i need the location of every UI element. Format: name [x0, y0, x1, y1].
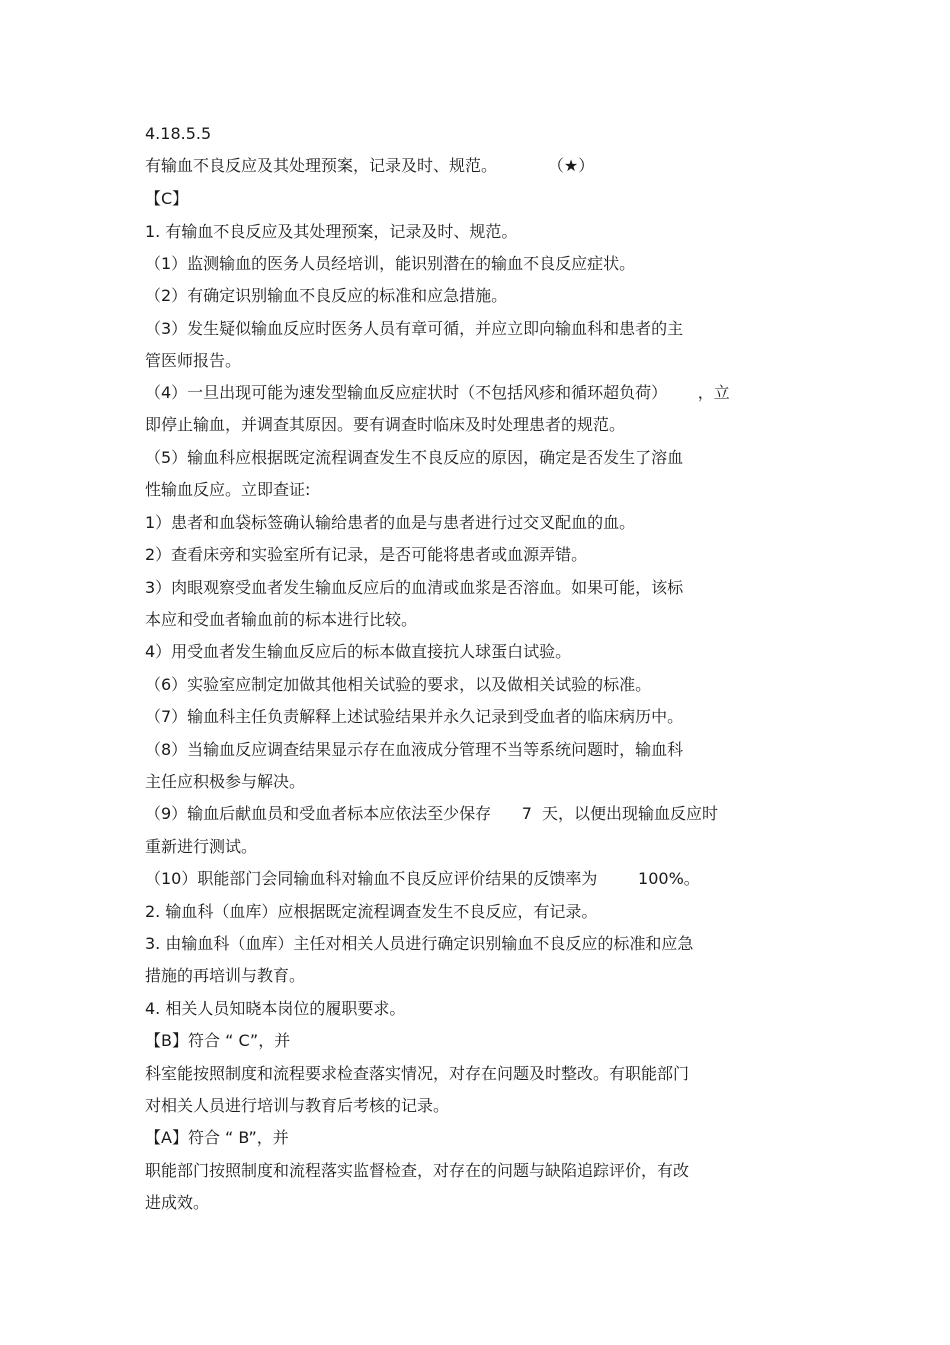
- text-line: 对相关人员进行培训与教育后考核的记录。: [145, 1096, 450, 1115]
- text-line: （7）输血科主任负责解释上述试验结果并永久记录到受血者的临床病历中。: [145, 707, 684, 726]
- section-number: 4.18.5.5: [145, 124, 212, 143]
- text-line: 1）患者和血袋标签确认输给患者的血是与患者进行过交叉配血的血。: [145, 513, 636, 532]
- text-line: （6）实验室应制定加做其他相关试验的要求，以及做相关试验的标准。: [145, 675, 652, 694]
- grade-b-heading: 【B】符合 “ C”，并: [145, 1031, 291, 1050]
- text-line: 4）用受血者发生输血反应后的标本做直接抗人球蛋白试验。: [145, 642, 572, 661]
- text-line: （3）发生疑似输血反应时医务人员有章可循，并应立即向输血科和患者的主: [145, 319, 684, 338]
- text-line: （9）输血后献血员和受血者标本应依法至少保存 7 天，以便出现输血反应时: [145, 804, 719, 823]
- text-line: 管医师报告。: [145, 351, 242, 370]
- text-line: 即停止输血，并调查其原因。要有调查时临床及时处理患者的规范。: [145, 415, 626, 434]
- text-line: （1）监测输血的医务人员经培训，能识别潜在的输血不良反应症状。: [145, 254, 636, 273]
- text-line: 重新进行测试。: [145, 837, 258, 856]
- text-line: 3）肉眼观察受血者发生输血反应后的血清或血浆是否溶血。如果可能，该标: [145, 578, 684, 597]
- text-line: 科室能按照制度和流程要求检查落实情况，对存在问题及时整改。有职能部门: [145, 1064, 690, 1083]
- text-line: （8）当输血反应调查结果显示存在血液成分管理不当等系统问题时，输血科: [145, 740, 684, 759]
- text-line: 2. 输血科（血库）应根据既定流程调查发生不良反应，有记录。: [145, 902, 598, 921]
- text-line: 进成效。: [145, 1193, 210, 1212]
- text-line: 1. 有输血不良反应及其处理预案，记录及时、规范。: [145, 222, 518, 241]
- text-line: 4. 相关人员知晓本岗位的履职要求。: [145, 999, 406, 1018]
- text-line: 本应和受血者输血前的标本进行比较。: [145, 610, 418, 629]
- text-line: 主任应积极参与解决。: [145, 772, 306, 791]
- text-line: 措施的再培训与教育。: [145, 966, 306, 985]
- text-line: 职能部门按照制度和流程落实监督检查，对存在的问题与缺陷追踪评价，有改: [145, 1161, 690, 1180]
- section-title: 有输血不良反应及其处理预案，记录及时、规范。 （★）: [145, 156, 595, 175]
- grade-a-heading: 【A】符合 “ B”，并: [145, 1128, 289, 1147]
- text-line: 性输血反应。立即查证:: [145, 480, 311, 499]
- grade-c-heading: 【C】: [145, 189, 189, 208]
- text-line: （4）一旦出现可能为速发型输血反应症状时（不包括风疹和循环超负荷） ，立: [145, 383, 730, 402]
- text-line: 3. 由输血科（血库）主任对相关人员进行确定识别输血不良反应的标准和应急: [145, 934, 694, 953]
- text-line: 2）查看床旁和实验室所有记录，是否可能将患者或血源弄错。: [145, 545, 588, 564]
- text-line: （5）输血科应根据既定流程调查发生不良反应的原因，确定是否发生了溶血: [145, 448, 684, 467]
- text-line: （10）职能部门会同输血科对输血不良反应评价结果的反馈率为 100%。: [145, 869, 700, 888]
- text-line: （2）有确定识别输血不良反应的标准和应急措施。: [145, 286, 508, 305]
